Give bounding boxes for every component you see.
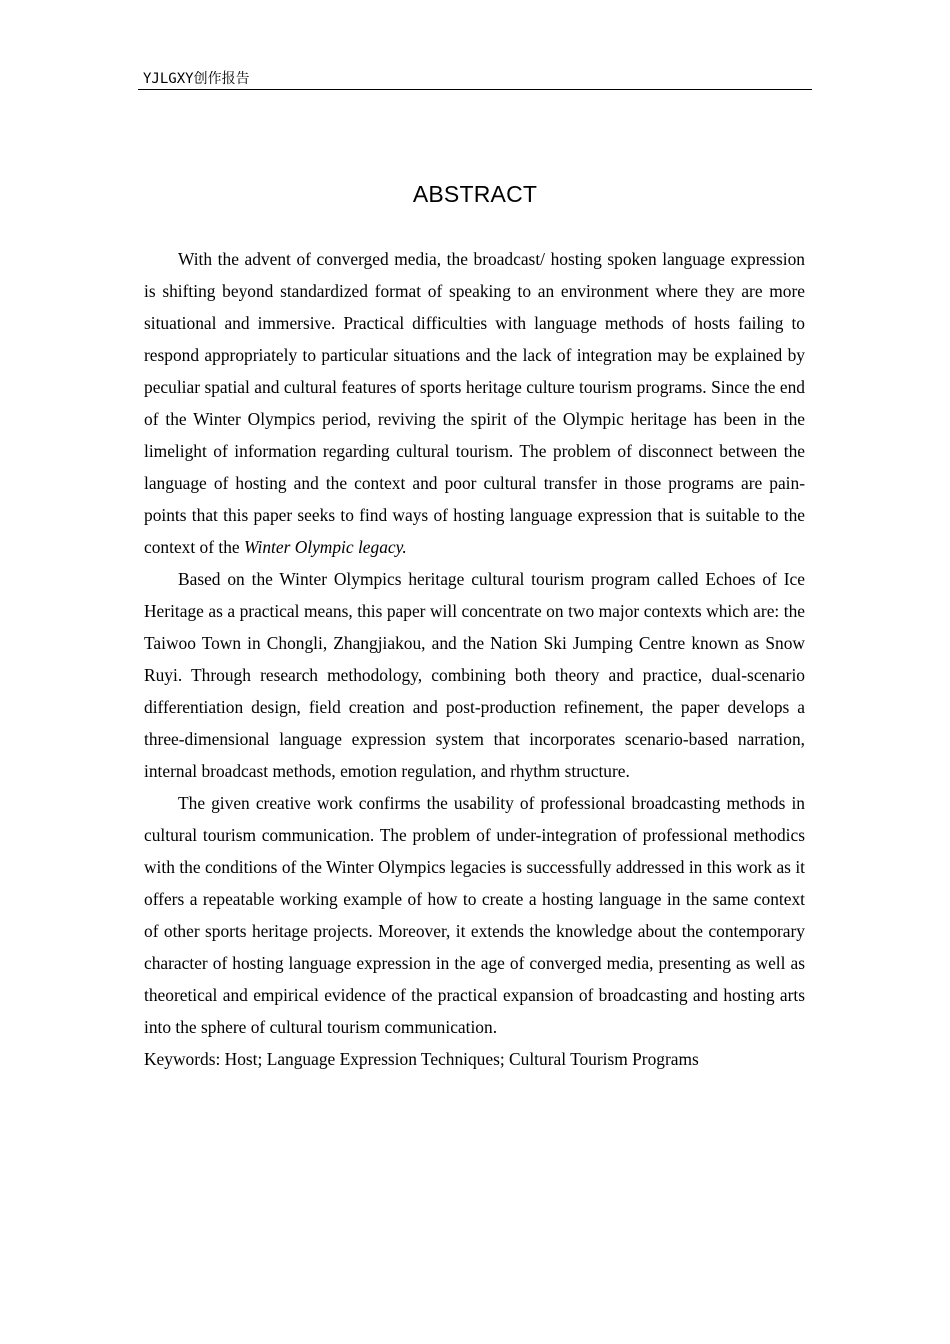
abstract-paragraph-1-italic: Winter Olympic legacy. bbox=[243, 537, 407, 557]
abstract-heading: ABSTRACT bbox=[412, 181, 538, 207]
running-header-title: YJLGXY创作报告 bbox=[143, 71, 250, 87]
abstract-body bbox=[144, 243, 805, 1075]
abstract-paragraph-3: The given creative work confirms the usability of professional broadcasting methods in cultural tourism communication. The problem of under-integration of professional methodics with the conditions of the Winter Olympics legacies is successfully addressed in this work as it offers a repeatable working example of how to create a hosting language in the same context of other sports heritage projects. Moreover, it extends the knowledge about the contemporary character of hosting language expression in the age of converged media, presenting as well as theoretical and empirical evidence of the practical expansion of broadcasting and hosting arts into the sphere of cultural tourism communication. bbox=[144, 793, 805, 1037]
abstract-paragraph-1 bbox=[144, 243, 805, 563]
abstract-paragraph-1-text: With the advent of converged media, the broadcast/ hosting spoken language expression is shifting beyond standardized format of speaking to an environment where they are more situational and immersive. Practical difficulties with language methods of hosts failing to respond appropriately to particular situations and the lack of integration may be explained by peculiar spatial and cultural features of sports heritage culture tourism programs. Since the end of the Winter Olympics period, reviving the spirit of the Olympic heritage has been in the limelight of information regarding cultural tourism. The problem of disconnect between the language of hosting and the context and poor cultural transfer in those programs are pain-points that this paper seeks to find ways of hosting language expression that is suitable to the context of the bbox=[144, 249, 805, 557]
keywords-line: Keywords: Host; Language Expression Techniques; Cultural Tourism Programs bbox=[144, 1049, 699, 1069]
abstract-paragraph-2: Based on the Winter Olympics heritage cultural tourism program called Echoes of Ice Heritage as a practical means, this paper will concentrate on two major contexts which are: the Taiwoo Town in Chongli, Zhangjiakou, and the Nation Ski Jumping Centre known as Snow Ruyi. Through research methodology, combining both theory and practice, dual-scenario differentiation design, field creation and post-production refinement, the paper develops a three-dimensional language expression system that incorporates scenario-based narration, internal broadcast methods, emotion regulation, and rhythm structure. bbox=[144, 569, 805, 781]
running-header bbox=[138, 68, 812, 90]
